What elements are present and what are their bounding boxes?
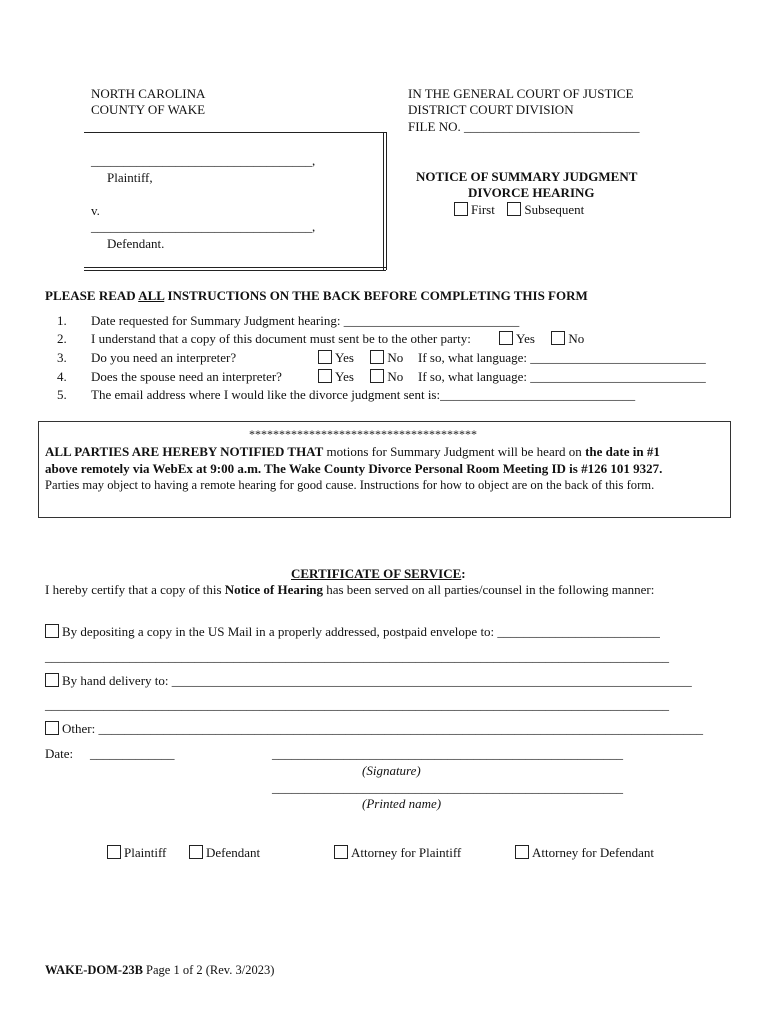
signature-field[interactable]: ______________________________________________________ [272,746,623,761]
county-label: COUNTY OF WAKE [91,102,206,117]
other-option [45,721,703,737]
interpreter-no-checkbox[interactable] [370,350,384,364]
item-2-options [499,331,584,347]
spouse-language-field[interactable]: If so, what language: ___________________________ [418,369,706,384]
spouse-interpreter-yes-label: Yes [335,369,354,384]
certificate-heading [291,566,466,582]
hand-option [45,673,692,689]
item-5-number: 5. [57,387,67,402]
mail-option [45,624,660,640]
caption-right-rule-outer [386,132,387,270]
role-attorney-defendant-checkbox[interactable] [515,845,529,859]
certificate-statement [45,582,654,598]
mail-address-line-2[interactable]: ________________________________________________________________________________________________ [45,649,669,664]
notice-text-1: motions for Summary Judgment will be heard on [323,444,586,459]
instructions-all: ALL [138,288,165,303]
copy-no-label: No [568,331,585,346]
page-info: Page 1 of 2 (Rev. 3/2023) [142,963,275,977]
role-defendant-checkbox[interactable] [189,845,203,859]
role-plaintiff [107,845,166,861]
interpreter-no-label: No [387,350,404,365]
first-checkbox[interactable] [454,202,468,216]
item-4-number: 4. [57,369,67,384]
printed-name-field[interactable]: ______________________________________________________ [272,780,623,795]
versus-label: v. [91,203,100,218]
hand-delivery-field[interactable]: By hand delivery to: ________________________________________________________________________________ [62,673,692,688]
hearing-type-options [454,202,584,218]
other-checkbox[interactable] [45,721,59,735]
role-defendant [189,845,260,861]
interpreter-yes-label: Yes [335,350,354,365]
copy-yes-checkbox[interactable] [499,331,513,345]
form-id: WAKE-DOM-23B [45,963,143,977]
state-label: NORTH CAROLINA [91,86,206,101]
court-label: IN THE GENERAL COURT OF JUSTICE [408,86,634,101]
other-method-field[interactable]: Other: _____________________________________________________________________________________________ [62,721,703,736]
notice-line-2: above remotely via WebEx at 9:00 a.m. The Wake County Divorce Personal Room Meeting ID is #126 101 9327. [45,461,663,476]
instructions-pre: PLEASE READ [45,288,139,303]
certificate-heading-text: CERTIFICATE OF SERVICE [291,566,462,581]
caption-bottom-rule-2 [84,270,386,271]
role-plaintiff-checkbox[interactable] [107,845,121,859]
plaintiff-name-field[interactable]: __________________________________, [91,153,316,168]
spouse-interpreter-no-checkbox[interactable] [370,369,384,383]
item-3-text: Do you need an interpreter? [91,350,237,365]
spouse-interpreter-no-label: No [387,369,404,384]
instructions-post: INSTRUCTIONS ON THE BACK BEFORE COMPLETING THIS FORM [164,288,588,303]
role-attorney-plaintiff [334,845,461,861]
notice-stars: ************************************** [249,427,477,441]
item-2-text: I understand that a copy of this document must sent be to the other party: [91,331,471,346]
interpreter-yes-checkbox[interactable] [318,350,332,364]
division-label: DISTRICT COURT DIVISION [408,102,574,117]
notice-line-3: Parties may object to having a remote hearing for good cause. Instructions for how to object are on the back of this form. [45,478,655,492]
first-label: First [471,202,495,217]
item-2-number: 2. [57,331,67,346]
copy-yes-label: Yes [516,331,535,346]
form-title-line2: DIVORCE HEARING [468,185,595,200]
date-field[interactable]: _____________ [90,746,175,761]
signature-caption: (Signature) [362,763,421,778]
item-1-number: 1. [57,313,67,328]
hand-delivery-line-2[interactable]: ________________________________________________________________________________________________ [45,697,669,712]
date-label: Date: [45,746,74,761]
role-plaintiff-label: Plaintiff [124,845,167,860]
form-footer [45,963,274,978]
copy-no-checkbox[interactable] [551,331,565,345]
interpreter-language-field[interactable]: If so, what language: ___________________________ [418,350,706,365]
notice-bold-1: ALL PARTIES ARE HEREBY NOTIFIED THAT [45,444,324,459]
printed-name-caption: (Printed name) [362,796,442,811]
spouse-interpreter-yes-checkbox[interactable] [318,369,332,383]
mail-address-field[interactable]: By depositing a copy in the US Mail in a properly addressed, postpaid envelope to: _________________________ [62,624,660,639]
caption-bottom-rule [84,267,386,268]
cert-pre: I hereby certify that a copy of this [45,582,225,597]
role-attorney-defendant-label: Attorney for Defendant [532,845,655,860]
caption-right-rule-inner [383,132,384,270]
subsequent-checkbox[interactable] [507,202,521,216]
email-field[interactable]: The email address where I would like the divorce judgment sent is:______________________________ [91,387,636,402]
item-4-options [318,369,403,385]
role-attorney-defendant [515,845,654,861]
role-attorney-plaintiff-checkbox[interactable] [334,845,348,859]
cert-post: has been served on all parties/counsel in the following manner: [322,582,655,597]
item-3-number: 3. [57,350,67,365]
notice-bold-2: the date in #1 [585,444,660,459]
file-number-field[interactable]: FILE NO. ___________________________ [408,119,640,134]
form-title-line1: NOTICE OF SUMMARY JUDGMENT [416,169,638,184]
subsequent-label: Subsequent [524,202,585,217]
hearing-date-field[interactable]: Date requested for Summary Judgment hearing: ___________________________ [91,313,520,328]
cert-bold: Notice of Hearing [224,582,323,597]
instructions-heading [45,288,588,304]
role-defendant-label: Defendant [206,845,261,860]
mail-checkbox[interactable] [45,624,59,638]
certificate-heading-colon: : [461,566,466,581]
plaintiff-label: Plaintiff, [107,170,153,185]
role-attorney-plaintiff-label: Attorney for Plaintiff [351,845,462,860]
hand-delivery-checkbox[interactable] [45,673,59,687]
defendant-name-field[interactable]: __________________________________, [91,219,316,234]
defendant-label: Defendant. [107,236,165,251]
item-4-text: Does the spouse need an interpreter? [91,369,282,384]
caption-top-rule [84,132,386,133]
notice-line-1 [45,444,660,460]
item-3-options [318,350,403,366]
